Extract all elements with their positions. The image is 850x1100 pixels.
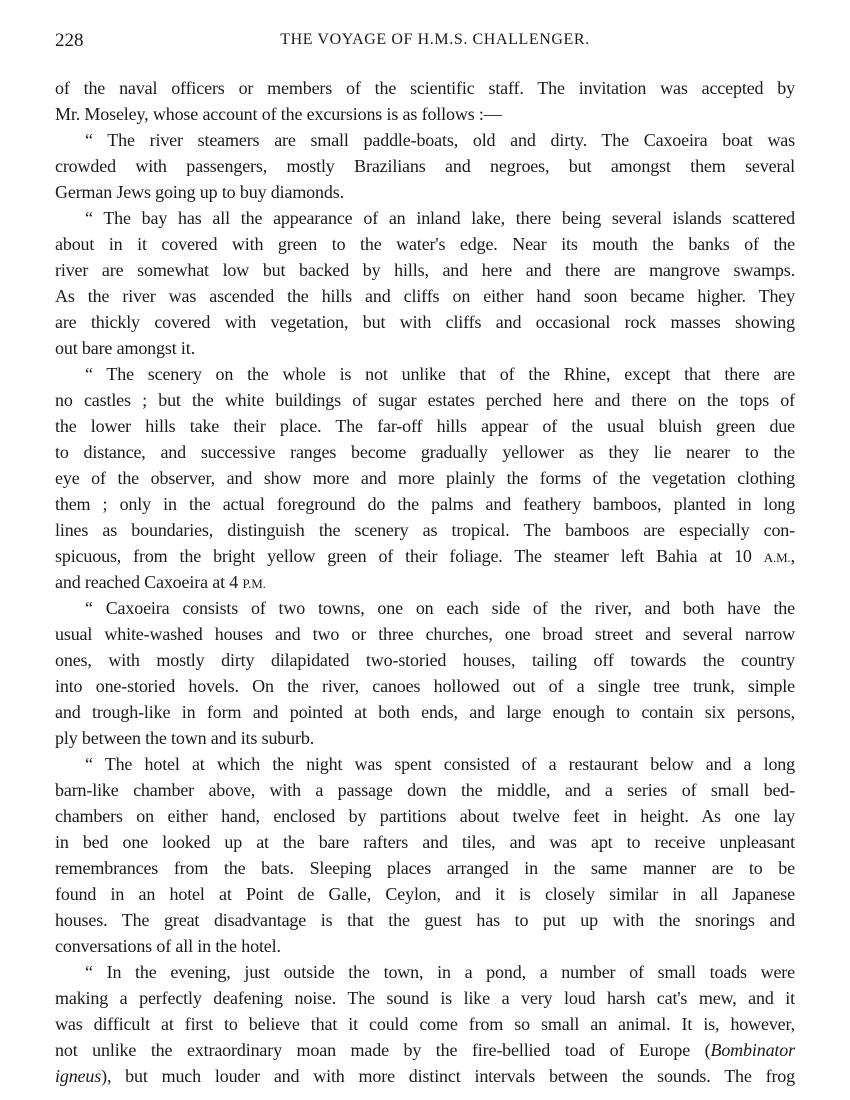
text-line: in bed one looked up at the bare rafters and tiles, and was apt to receive unpleasant [55, 832, 795, 852]
text-line: German Jews going up to buy diamonds. [55, 182, 344, 202]
paragraph [55, 361, 795, 595]
text-line: are thickly covered with vegetation, but with cliffs and occasional rock masses showing [55, 312, 795, 332]
text-line: and trough-like in form and pointed at both ends, and large enough to contain six persons, [55, 702, 795, 722]
paragraph [55, 595, 795, 751]
text-line: As the river was ascended the hills and cliffs on either hand soon became higher. They [55, 286, 795, 306]
text-line: them ; only in the actual foreground do the palms and feathery bamboos, planted in long [55, 494, 795, 514]
paragraph [55, 205, 795, 361]
paragraph [55, 127, 795, 205]
text-segment: not unlike the extraordinary moan made by the fire-bellied toad of Europe ( [55, 1040, 711, 1060]
time-abbrev: P.M. [242, 576, 266, 591]
page-number: 228 [55, 30, 84, 51]
text-line: river are somewhat low but backed by hills, and here and there are mangrove swamps. [55, 260, 795, 280]
text-line: about in it covered with green to the water's edge. Near its mouth the banks of the [55, 234, 795, 254]
text-line: the lower hills take their place. The far-off hills appear of the usual bluish green due [55, 416, 795, 436]
text-line: eye of the observer, and show more and more plainly the forms of the vegetation clothing [55, 468, 795, 488]
text-line: and reached Caxoeira at 4 P.M. [55, 572, 266, 592]
text-line: no castles ; but the white buildings of sugar estates perched here and there on the tops of [55, 390, 795, 410]
paragraph [55, 751, 795, 959]
text-line: “ The bay has all the appearance of an inland lake, there being several islands scattered [85, 208, 795, 228]
text-line: found in an hotel at Point de Galle, Ceylon, and it is closely similar in all Japanese [55, 884, 795, 904]
text-line: conversations of all in the hotel. [55, 936, 281, 956]
text-line: “ The hotel at which the night was spent consisted of a restaurant below and a long [85, 754, 795, 774]
body-text [55, 75, 795, 1089]
text-line: into one-storied hovels. On the river, canoes hollowed out of a single tree trunk, simple [55, 676, 795, 696]
text-line: usual white-washed houses and two or three churches, one broad street and several narrow [55, 624, 795, 644]
text-line: ones, with mostly dirty dilapidated two-storied houses, tailing off towards the country [55, 650, 795, 670]
italic-text: Bombinator [710, 1040, 795, 1060]
text-line: to distance, and successive ranges become gradually yellower as they lie nearer to the [55, 442, 795, 462]
text-line: ply between the town and its suburb. [55, 728, 315, 748]
text-line: making a perfectly deafening noise. The sound is like a very loud harsh cat's mew, and it [55, 988, 795, 1008]
text-segment: ), but much louder and with more distinct intervals between the sounds. The frog [101, 1066, 795, 1086]
text-line: spicuous, from the bright yellow green of their foliage. The steamer left Bahia at 10 A.M., [55, 546, 795, 566]
italic-text: igneus [55, 1066, 102, 1086]
running-title: THE VOYAGE OF H.M.S. CHALLENGER. [280, 31, 590, 48]
text-line: “ The scenery on the whole is not unlike that of the Rhine, except that there are [85, 364, 795, 384]
text-line: “ The river steamers are small paddle-boats, old and dirty. The Caxoeira boat was [85, 130, 795, 150]
text-line: houses. The great disadvantage is that the guest has to put up with the snorings and [55, 910, 795, 930]
text-line: remembrances from the bats. Sleeping places arranged in the same manner are to be [55, 858, 795, 878]
text-line: of the naval officers or members of the scientific staff. The invitation was accepted by [55, 78, 795, 98]
text-line: out bare amongst it. [55, 338, 195, 358]
text-line [55, 1063, 795, 1089]
text-line: chambers on either hand, enclosed by partitions about twelve feet in height. As one lay [55, 806, 795, 826]
time-abbrev: A.M. [763, 550, 791, 565]
paragraph [55, 75, 795, 127]
text-line: “ In the evening, just outside the town, in a pond, a number of small toads were [85, 962, 795, 982]
text-line: crowded with passengers, mostly Brazilians and negroes, but amongst them several [55, 156, 795, 176]
text-line: Mr. Moseley, whose account of the excursions is as follows :— [55, 104, 502, 124]
text-line: was difficult at first to believe that it could come from so small an animal. It is, however, [55, 1014, 795, 1034]
paragraph [55, 959, 795, 1089]
text-line: “ Caxoeira consists of two towns, one on each side of the river, and both have the [85, 598, 795, 618]
text-line [55, 1037, 795, 1063]
text-line: lines as boundaries, distinguish the scenery as tropical. The bamboos are especially con- [55, 520, 795, 540]
text-line: barn-like chamber above, with a passage down the middle, and a series of small bed- [55, 780, 795, 800]
